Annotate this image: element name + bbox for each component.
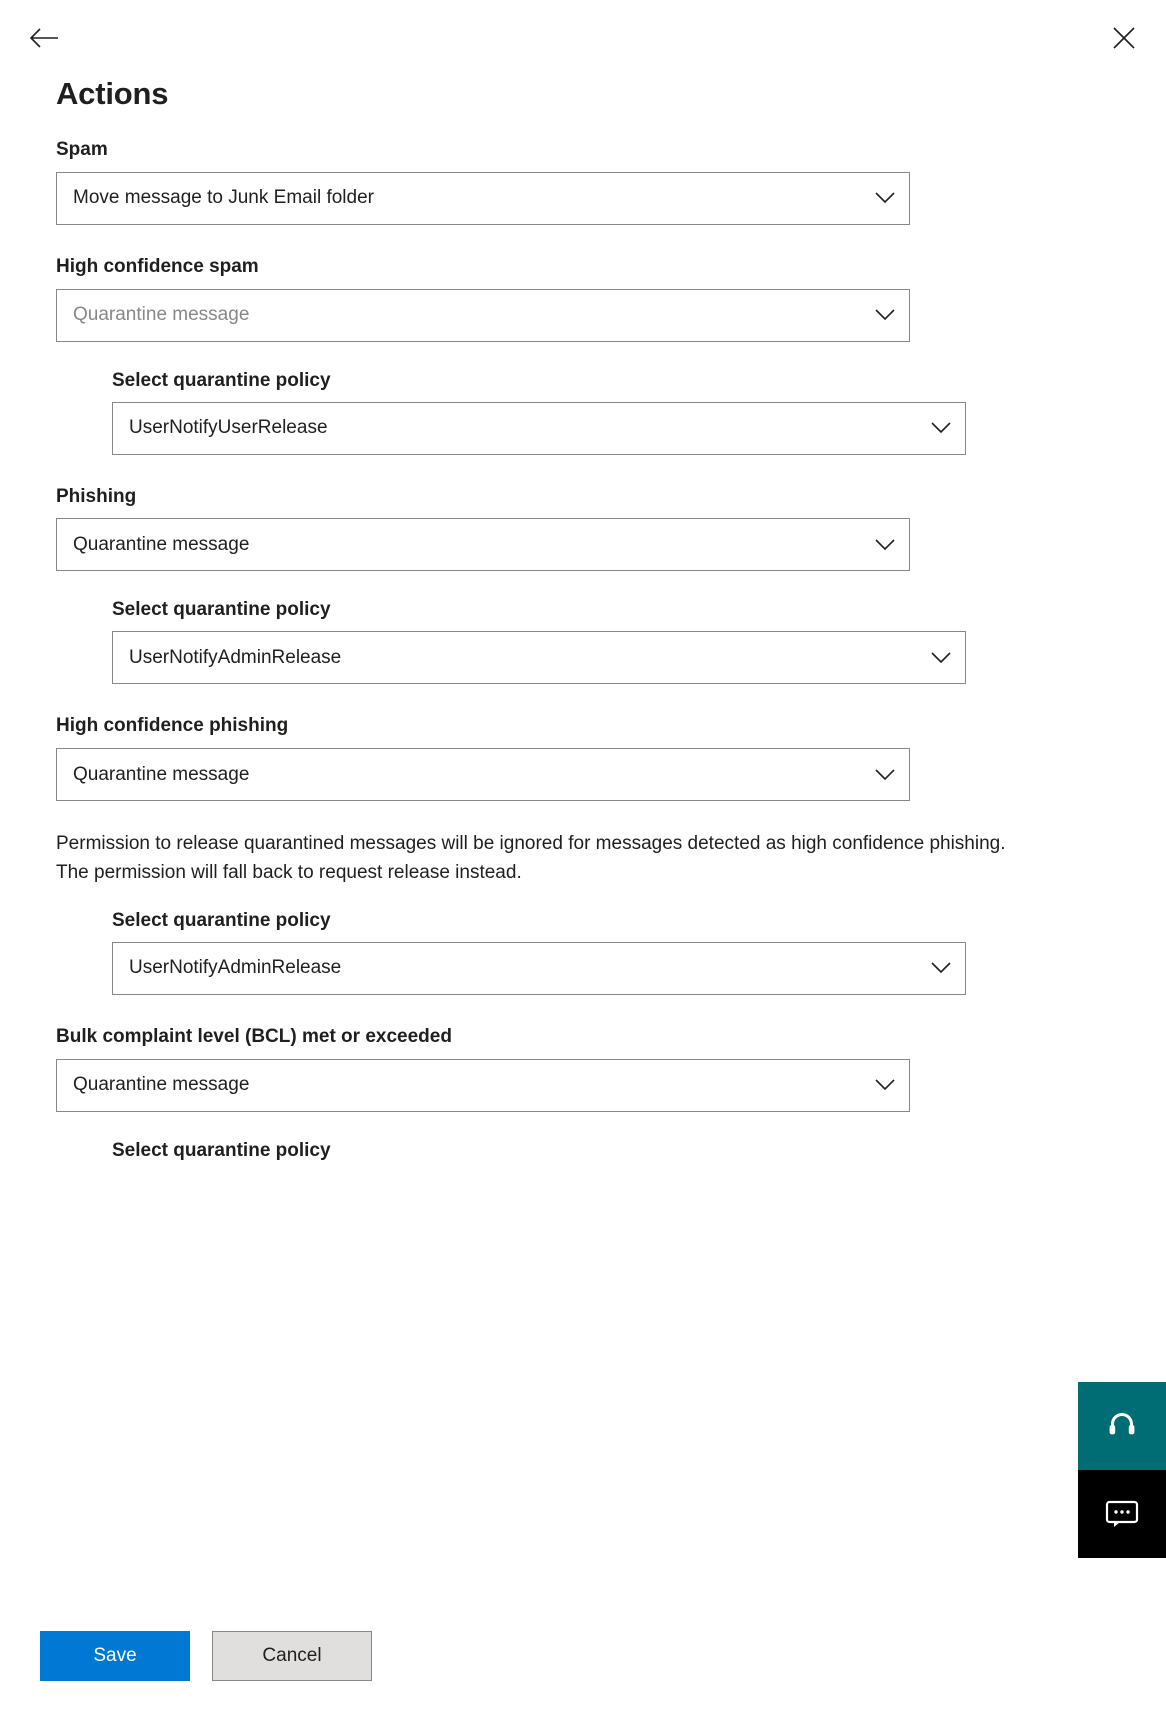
close-icon (1112, 26, 1136, 50)
chevron-down-icon (875, 192, 895, 204)
support-button[interactable] (1078, 1382, 1166, 1470)
label-select-quarantine-policy-hcs: Select quarantine policy (112, 369, 331, 391)
dropdown-bulk-complaint-level-action-value: Quarantine message (73, 1074, 250, 1096)
field-group-phishing (56, 485, 1110, 572)
close-button[interactable] (1100, 14, 1148, 62)
chevron-down-icon (875, 539, 895, 551)
label-high-confidence-spam: High confidence spam (56, 255, 259, 277)
high-confidence-phishing-note: Permission to release quarantined messages will be ignored for messages detected as high confidence phishing. The permission will fall back to request release instead. (56, 833, 1006, 884)
field-group-spam (56, 138, 1110, 225)
label-high-confidence-phishing: High confidence phishing (56, 715, 289, 737)
chevron-down-icon (931, 962, 951, 974)
dropdown-high-confidence-phishing-action-value: Quarantine message (73, 763, 250, 785)
dropdown-quarantine-policy-hcs-value: UserNotifyUserRelease (129, 417, 328, 438)
label-spam: Spam (56, 139, 108, 160)
dropdown-quarantine-policy-hcp-value: UserNotifyAdminRelease (129, 957, 342, 979)
chevron-down-icon (875, 1079, 895, 1091)
chat-icon (1105, 1499, 1139, 1529)
dropdown-high-confidence-phishing-action[interactable] (56, 748, 910, 801)
quarantine-policy-bcl (112, 1140, 1110, 1172)
field-group-bulk-complaint-level (56, 1025, 1110, 1112)
dropdown-spam-action[interactable] (56, 172, 910, 225)
help-widget-stack (1078, 1382, 1166, 1558)
chevron-down-icon (875, 769, 895, 781)
dropdown-spam-action-value: Move message to Junk Email folder (73, 187, 374, 209)
label-bulk-complaint-level: Bulk complaint level (BCL) met or exceeded (56, 1025, 452, 1047)
label-select-quarantine-policy-bcl: Select quarantine policy (112, 1139, 331, 1161)
window-bottom-edge (0, 1704, 1166, 1710)
dropdown-high-confidence-spam-action[interactable] (56, 289, 910, 342)
headset-icon (1105, 1409, 1139, 1443)
label-phishing: Phishing (56, 485, 137, 507)
back-button[interactable] (20, 14, 68, 62)
dropdown-quarantine-policy-phishing-value: UserNotifyAdminRelease (129, 646, 342, 668)
label-select-quarantine-policy-hcp: Select quarantine policy (112, 909, 331, 931)
dropdown-phishing-action[interactable] (56, 518, 910, 571)
page-title: Actions (56, 76, 169, 111)
dropdown-quarantine-policy-phishing[interactable] (112, 631, 966, 684)
chevron-down-icon (931, 652, 951, 664)
dropdown-phishing-action-value: Quarantine message (73, 533, 250, 555)
dropdown-high-confidence-spam-action-value: Quarantine message (73, 304, 250, 325)
label-select-quarantine-policy-phishing: Select quarantine policy (112, 599, 331, 621)
field-group-high-confidence-phishing (56, 714, 1110, 801)
chat-button[interactable] (1078, 1470, 1166, 1558)
cancel-button[interactable]: Cancel (212, 1631, 372, 1681)
dropdown-bulk-complaint-level-action[interactable] (56, 1059, 910, 1112)
dialog-footer (0, 1600, 1166, 1710)
chevron-down-icon (931, 422, 951, 434)
dropdown-quarantine-policy-hcp[interactable] (112, 942, 966, 995)
quarantine-policy-phishing (112, 599, 1110, 684)
dropdown-quarantine-policy-hcs[interactable] (112, 402, 966, 455)
field-group-high-confidence-spam (56, 255, 1110, 342)
chevron-down-icon (875, 309, 895, 321)
actions-panel-body (0, 76, 1166, 1600)
save-button[interactable]: Save (40, 1631, 190, 1681)
quarantine-policy-high-confidence-spam (112, 370, 1110, 455)
quarantine-policy-high-confidence-phishing (112, 910, 1110, 995)
arrow-left-icon (29, 27, 59, 49)
dialog-header-bar (0, 0, 1166, 76)
